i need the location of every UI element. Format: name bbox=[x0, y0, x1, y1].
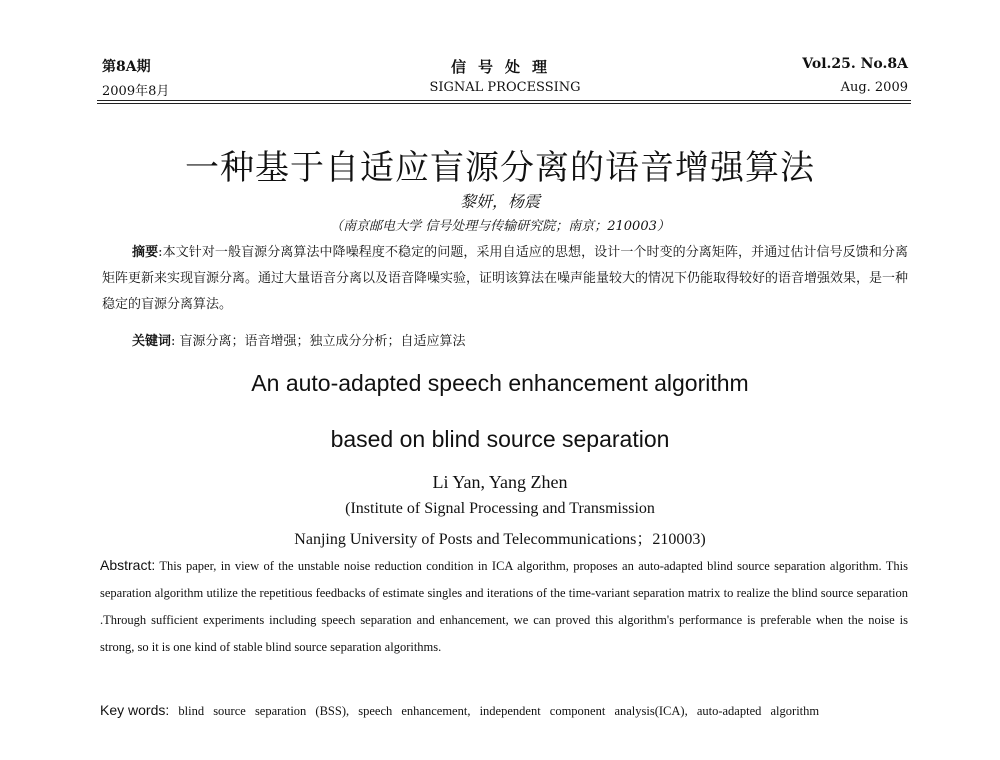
date-en: Aug. 2009 bbox=[840, 80, 908, 95]
keywords-cn-label: 关键词 bbox=[132, 334, 172, 349]
keywords-en-label: Key words: bbox=[100, 702, 170, 718]
header-line-2 bbox=[102, 80, 908, 100]
header-rule-thin bbox=[97, 103, 911, 104]
affiliation-en-line-2: Nanjing University of Posts and Telecommunications；210003) bbox=[294, 531, 706, 548]
abstract-en bbox=[100, 552, 908, 661]
keywords-cn-text: : 盲源分离；语音增强；独立成分分析；自适应算法 bbox=[171, 334, 466, 349]
abstract-cn bbox=[102, 240, 908, 318]
keywords-cn bbox=[132, 330, 908, 349]
date-cn: 2009年8月 bbox=[102, 84, 170, 99]
abstract-en-label: Abstract: bbox=[100, 557, 156, 573]
abstract-cn-text: :本文针对一般盲源分离算法中降噪程度不稳定的问题，采用自适应的思想，设计一个时变的分离矩阵，并通过估计信号反馈和分离矩阵更新来实现盲源分离。通过大量语音分离以及语音降噪实验，证明该算法在噪声能量较大的情况下仍能取得较好的语音增强效果，是一种稳定的盲源分离算法。 bbox=[102, 245, 909, 312]
paper-title-en-line-1: An auto-adapted speech enhancement algorithm bbox=[251, 370, 749, 396]
header-line-1 bbox=[102, 56, 908, 78]
paper-title-cn: 一种基于自适应盲源分离的语音增强算法 bbox=[185, 148, 815, 188]
issue-number: 第8A期 bbox=[102, 59, 151, 75]
header-rule-thick bbox=[97, 100, 911, 101]
keywords-en-text: blind source separation (BSS), speech enhancement, independent component analysis(ICA), auto-adapted algorithm bbox=[169, 704, 820, 718]
paper-title-en-line-2: based on blind source separation bbox=[330, 426, 670, 452]
authors-en: Li Yan, Yang Zhen bbox=[432, 472, 568, 492]
authors-cn: 黎妍，杨震 bbox=[459, 192, 540, 211]
abstract-cn-label: 摘要 bbox=[132, 245, 159, 260]
affiliation-cn: （南京邮电大学 信号处理与传输研究院；南京；210003） bbox=[330, 219, 670, 234]
volume-number: Vol.25. No.8A bbox=[802, 56, 908, 72]
journal-name-en: SIGNAL PROCESSING bbox=[429, 80, 581, 95]
keywords-en bbox=[100, 697, 908, 725]
journal-name-cn: 信号处理 bbox=[450, 58, 559, 76]
affiliation-en-line-1: (Institute of Signal Processing and Transmission bbox=[345, 500, 655, 517]
abstract-en-text: This paper, in view of the unstable noise reduction condition in ICA algorithm, proposes an auto-adapted blind source separation algorithm. This separation algorithm utilize the repetitious feedbacks of estimate singles and iterations of the time-variant separation matrix to realize the blind source separation .Through sufficient experiments including speech separation and enhancement, we can proved this algorithm's performance is preferable when the noise is strong, so it is one kind of stable blind source separation algorithms. bbox=[100, 559, 908, 654]
